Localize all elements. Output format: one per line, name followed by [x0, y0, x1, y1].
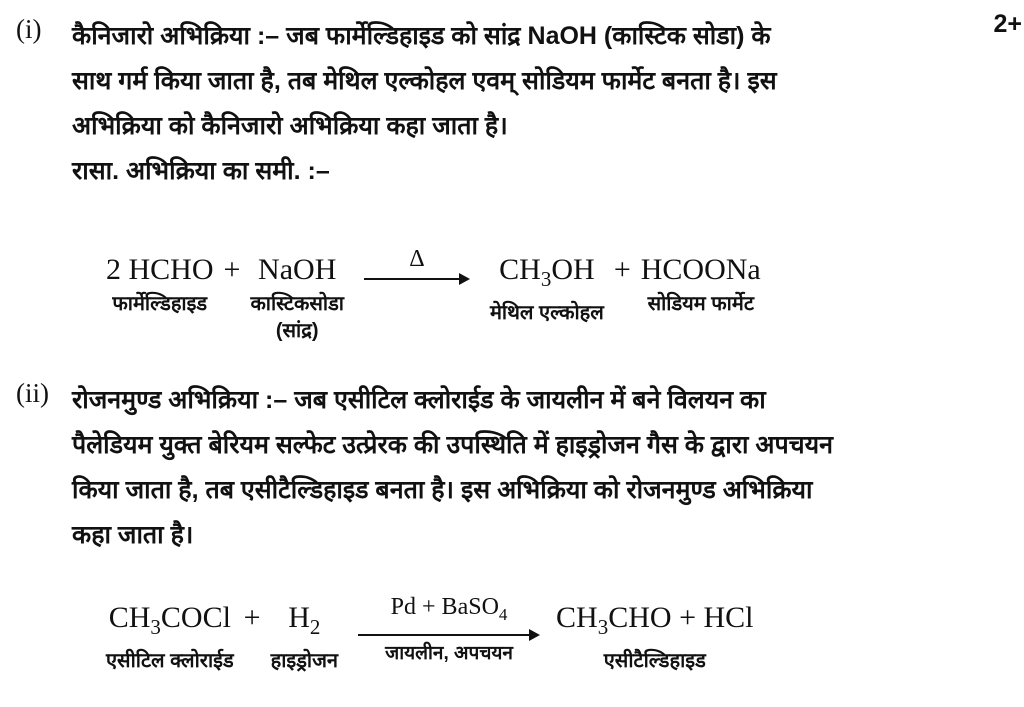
eq2-reactant-1-formula: $CH_3COCl$ [108, 601, 231, 639]
eq1-arrow-condition: Δ [409, 246, 425, 272]
eq1-reactant-1-formula: 2 HCHO [106, 253, 214, 286]
eq1-reactant-2-note: (सांद्र) [275, 320, 319, 342]
eq2-reactant-1-label: एसीटिल क्लोराईड [106, 650, 234, 672]
eq1-reaction-arrow [364, 246, 470, 286]
section-ii [16, 378, 833, 558]
eq2-reactant-2-formula: $H_2$ [288, 601, 321, 639]
eq2-arrow-line [358, 628, 540, 642]
eq1-product-2-formula: HCOONa [640, 253, 761, 286]
eq1-reactant-2 [250, 252, 344, 344]
eq2-product-1-label: एसीटैल्डिहाइड [603, 650, 706, 672]
eq2-plus-1: + [243, 601, 261, 634]
eq1-plus-1: + [223, 253, 241, 286]
section-ii-marker: (ii) [16, 378, 49, 408]
eq2-reactant-2 [271, 600, 338, 675]
section-ii-line-1: रोजनमुण्ड अभिक्रिया :– जब एसीटिल क्लोराईड के जायलीन में बने विलयन का [72, 386, 766, 414]
eq1-reactant-2-formula: NaOH [258, 253, 337, 286]
eq2-reactant-2-label: हाइड्रोजन [270, 650, 339, 672]
eq2-arrow-condition: जायलीन, अपचयन [385, 642, 513, 664]
eq1-product-1-formula: $CH_3OH$ [499, 253, 595, 291]
eq2-reaction-arrow [358, 594, 540, 666]
section-ii-line-3: किया जाता है, तब एसीटैल्डिहाइड बनता है। इस अभिक्रिया को रोजनमुण्ड अभिक्रिया [72, 476, 813, 504]
section-ii-text [72, 378, 833, 558]
eq1-reactant-2-label: कास्टिकसोडा [250, 293, 344, 315]
eq2-product-1 [556, 600, 753, 675]
section-ii-line-2: पैलेडियम युक्त बेरियम सल्फेट उत्प्रेरक की उपस्थिति में हाइड्रोजन गैस के द्वारा अपचयन [72, 431, 833, 459]
section-i [16, 14, 777, 194]
eq2-product-1-formula: $CH_3CHO$ + HCl [556, 601, 754, 639]
section-i-line-2: साथ गर्म किया जाता है, तब मेथिल एल्कोहल एवम् सोडियम फार्मेट बनता है। इस [72, 67, 777, 95]
section-i-text [72, 14, 777, 194]
eq1-plus-2: + [613, 253, 631, 286]
eq1-reactant-1 [106, 252, 214, 318]
eq1-product-1 [490, 252, 604, 327]
eq2-arrow-catalyst: Pd + BaSO$_4$ [390, 594, 508, 624]
eq2-reactant-1 [106, 600, 234, 675]
eq1-arrow-line [364, 272, 470, 286]
section-i-line-1: कैनिजारो अभिक्रिया :– जब फार्मेल्डिहाइड को सांद्र NaOH (कास्टिक सोडा) के [72, 22, 771, 50]
section-i-subhead: रासा. अभिक्रिया का समी. :– [72, 157, 330, 185]
equation-cannizzaro [100, 246, 767, 344]
section-i-line-3: अभिक्रिया को कैनिजारो अभिक्रिया कहा जाता है। [72, 112, 508, 140]
page-corner-note: 2+ [993, 10, 1022, 38]
eq1-product-1-label: मेथिल एल्कोहल [489, 302, 604, 324]
eq1-reactant-1-label: फार्मेल्डिहाइड [112, 293, 208, 315]
eq1-product-2-label: सोडियम फार्मेट [647, 293, 754, 315]
section-ii-line-4: कहा जाता है। [72, 521, 194, 549]
section-i-marker: (i) [16, 14, 42, 44]
equation-rosenmund [100, 594, 760, 675]
eq1-product-2 [641, 252, 761, 318]
